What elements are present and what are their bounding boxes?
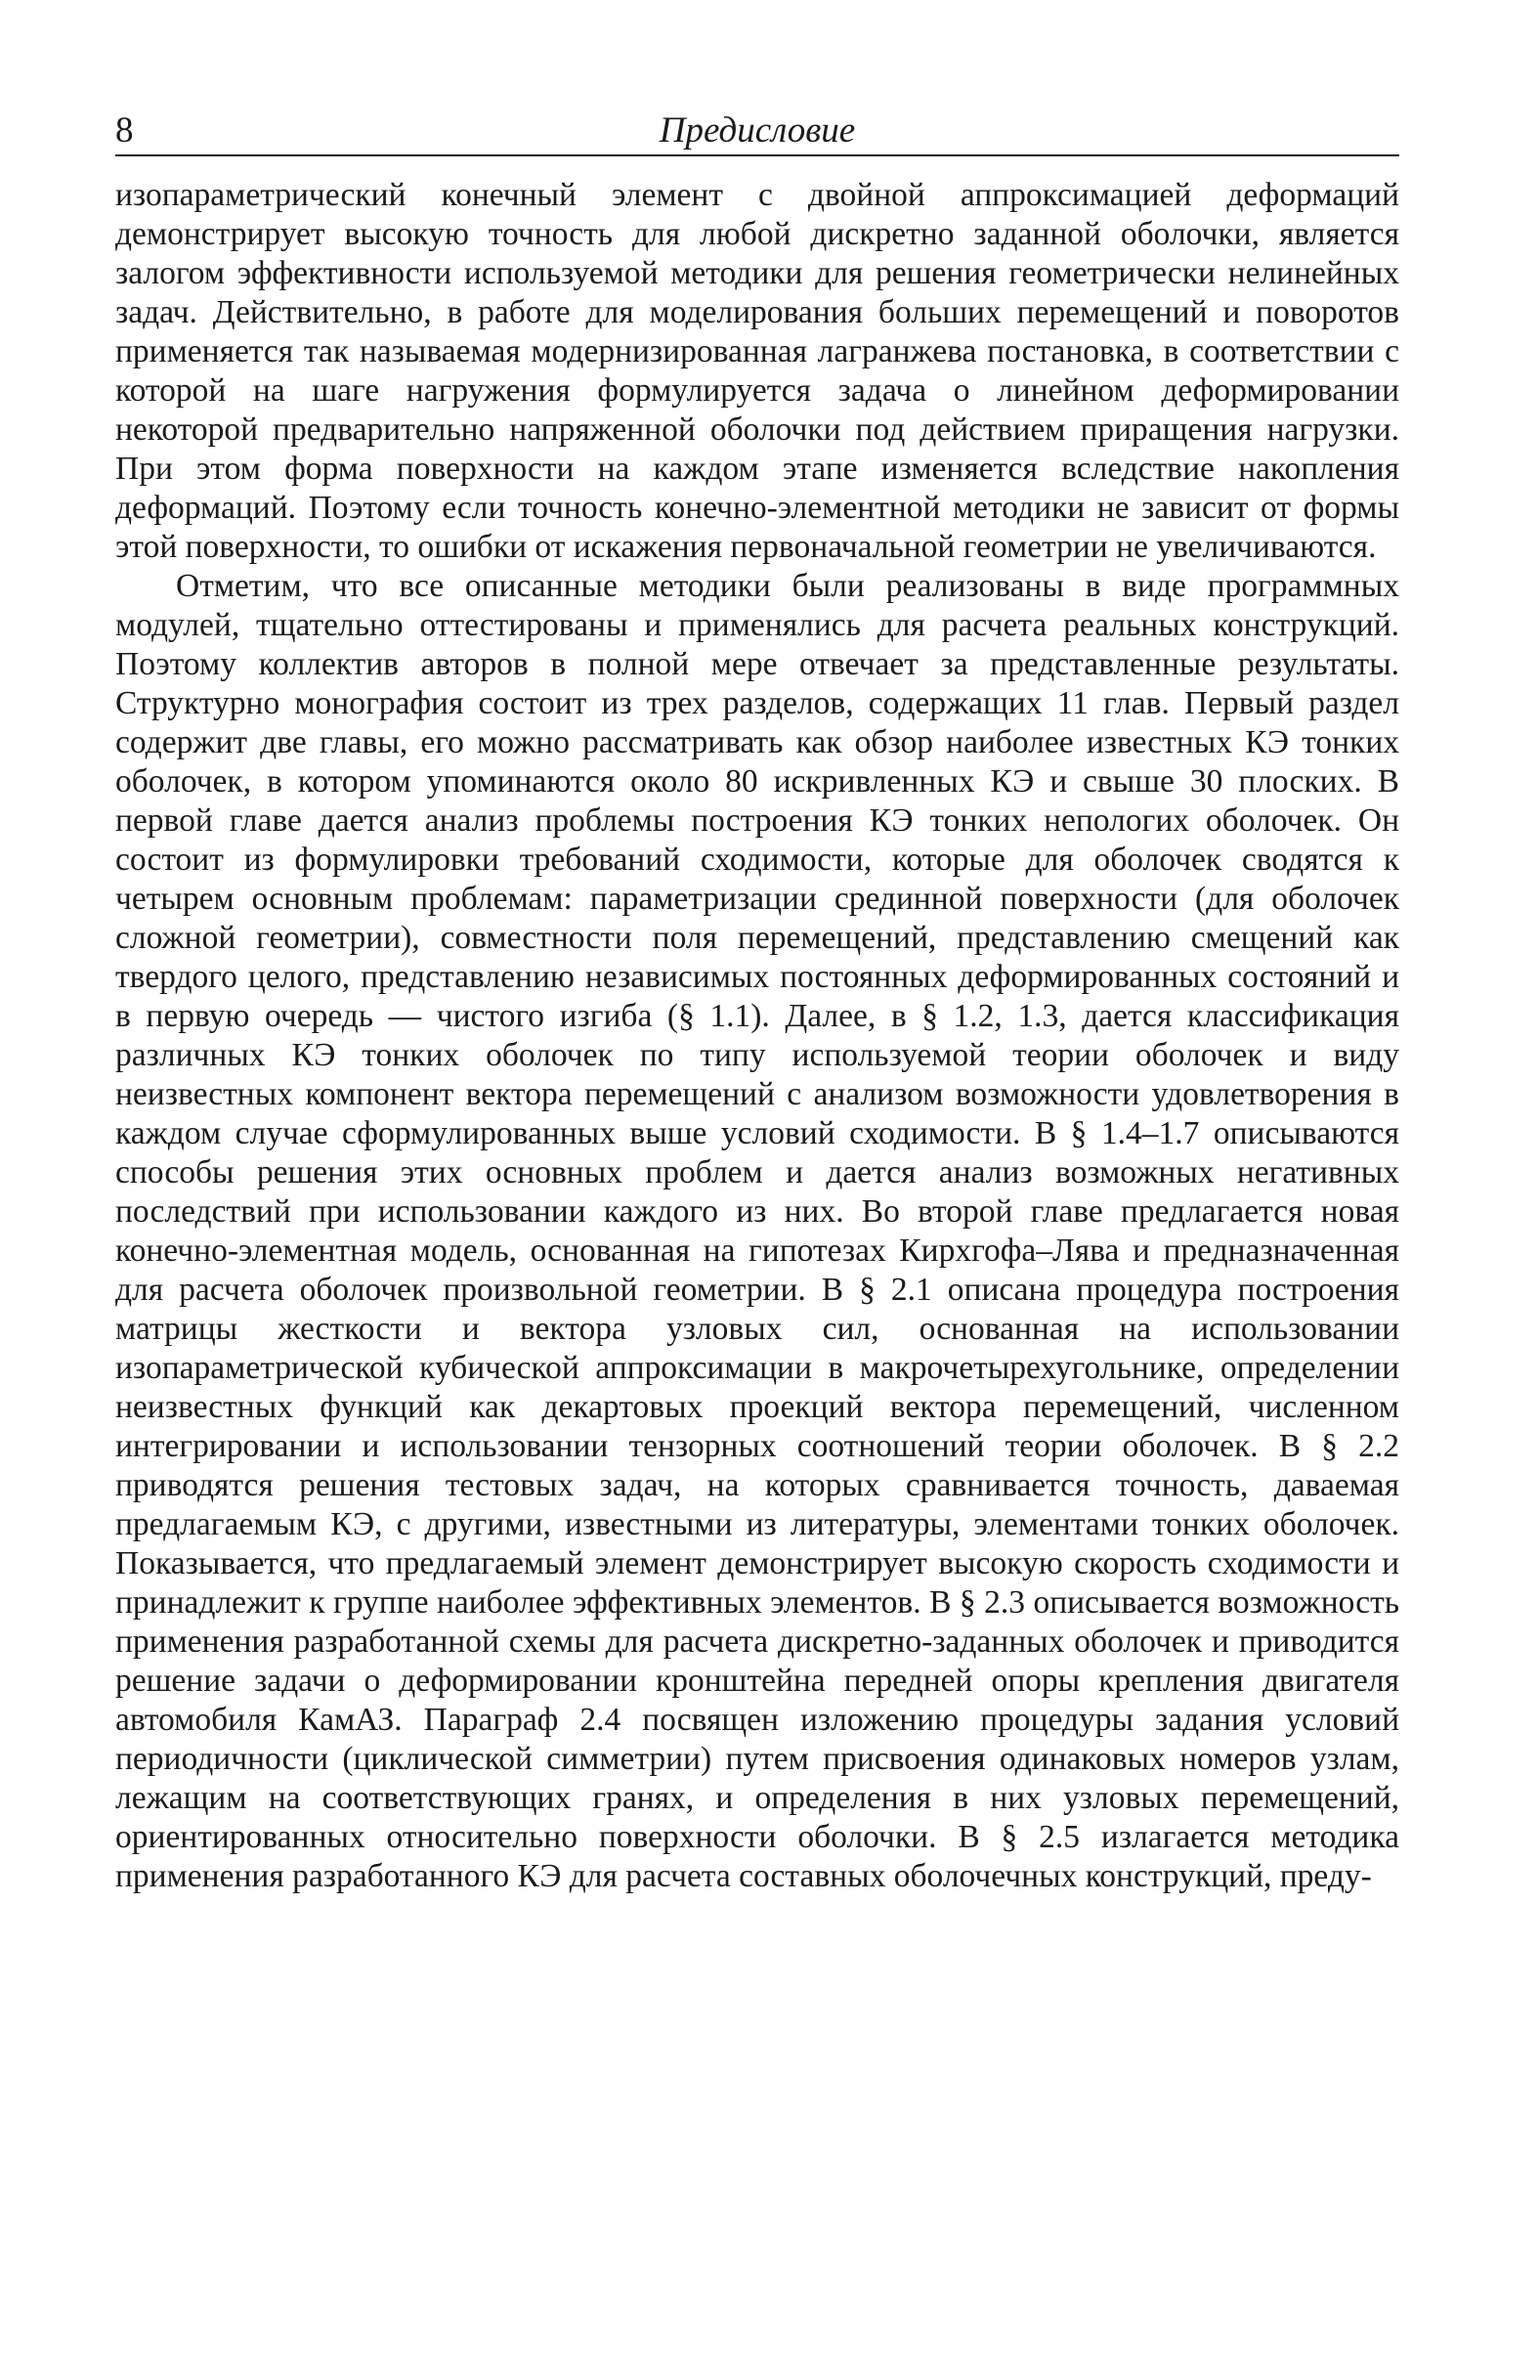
paragraph: Отметим, что все описанные методики были реализованы в виде программных модулей, тщательно оттестированы и применялись для расчета реальных конструкций. Поэтому коллектив авторов в полной мере отвечает за представленные результаты. Структурно монография состоит из трех разделов, содержащих 11 глав. Первый раздел содержит две главы, его можно рассматривать как обзор наиболее известных КЭ тонких оболочек, в котором упоминаются около 80 искривленных КЭ и свыше 30 плоских. В первой главе дается анализ проблемы построения КЭ тонких непологих оболочек. Он состоит из формулировки требований сходимости, которые для оболочек сводятся к четырем основным проблемам: параметризации срединной поверхности (для оболочек сложной геометрии), совместности поля перемещений, представлению смещений как твердого целого, представлению независимых постоянных деформированных состояний и в первую очередь — чистого изгиба (§ 1.1). Далее, в § 1.2, 1.3, дается классификация различных КЭ тонких оболочек по типу используемой теории оболочек и виду неизвестных компонент вектора перемещений с анализом возможности удовлетворения в каждом случае сформулированных выше условий сходимости. В § 1.4–1.7 описываются способы решения этих основных проблем и дается анализ возможных негативных последствий при использовании каждого из них. Во второй главе предлагается новая конечно-элементная модель, основанная на гипотезах Кирхгофа–Лява и предназначенная для расчета оболочек произвольной геометрии. В § 2.1 описана процедура построения матрицы жесткости и вектора узловых сил, основанная на использовании изопараметрической кубической аппроксимации в макрочетырехугольнике, определении неизвестных функций как декартовых проекций вектора перемещений, численном интегрировании и использовании тензорных соотношений теории оболочек. В § 2.2 приводятся решения тестовых задач, на которых сравнивается точность, даваемая предлагаемым КЭ, с другими, известными из литературы, элементами тонких оболочек. Показывается, что предлагаемый элемент демонстрирует высокую скорость сходимости и принадлежит к группе наиболее эффективных элементов. В § 2.3 описывается возможность применения разработанной схемы для расчета дискретно-заданных оболочек и приводится решение задачи о деформировании кронштейна передней опоры крепления двигателя автомобиля КамАЗ. Параграф 2.4 посвящен изложению процедуры задания условий периодичности (циклической симметрии) путем присвоения одинаковых номеров узлам, лежащим на соответствующих гранях, и определения в них узловых перемещений, ориентированных относительно поверхности оболочки. В § 2.5 излагается методика применения разработанного КЭ для расчета составных оболочечных конструкций, преду-: [115, 568, 1399, 1894]
body-text: [115, 176, 1399, 1896]
paragraph-continued: изопараметрический конечный элемент с двойной аппроксимацией деформаций демонстрирует высокую точность для любой дискретно заданной оболочки, является залогом эффективности используемой методики для решения геометрически нелинейных задач. Действительно, в работе для моделирования больших перемещений и поворотов применяется так называемая модернизированная лагранжева постановка, в соответствии с которой на шаге нагружения формулируется задача о линейном деформировании некоторой предварительно напряженной оболочки под действием приращения нагрузки. При этом форма поверхности на каждом этапе изменяется вследствие накопления деформаций. Поэтому если точность конечно-элементной методики не зависит от формы этой поверхности, то ошибки от искажения первоначальной геометрии не увеличиваются.: [115, 177, 1399, 565]
page-header: [115, 106, 1399, 156]
book-page: [115, 106, 1399, 1896]
running-title: Предисловие: [659, 110, 856, 151]
page-number: 8: [115, 110, 134, 151]
